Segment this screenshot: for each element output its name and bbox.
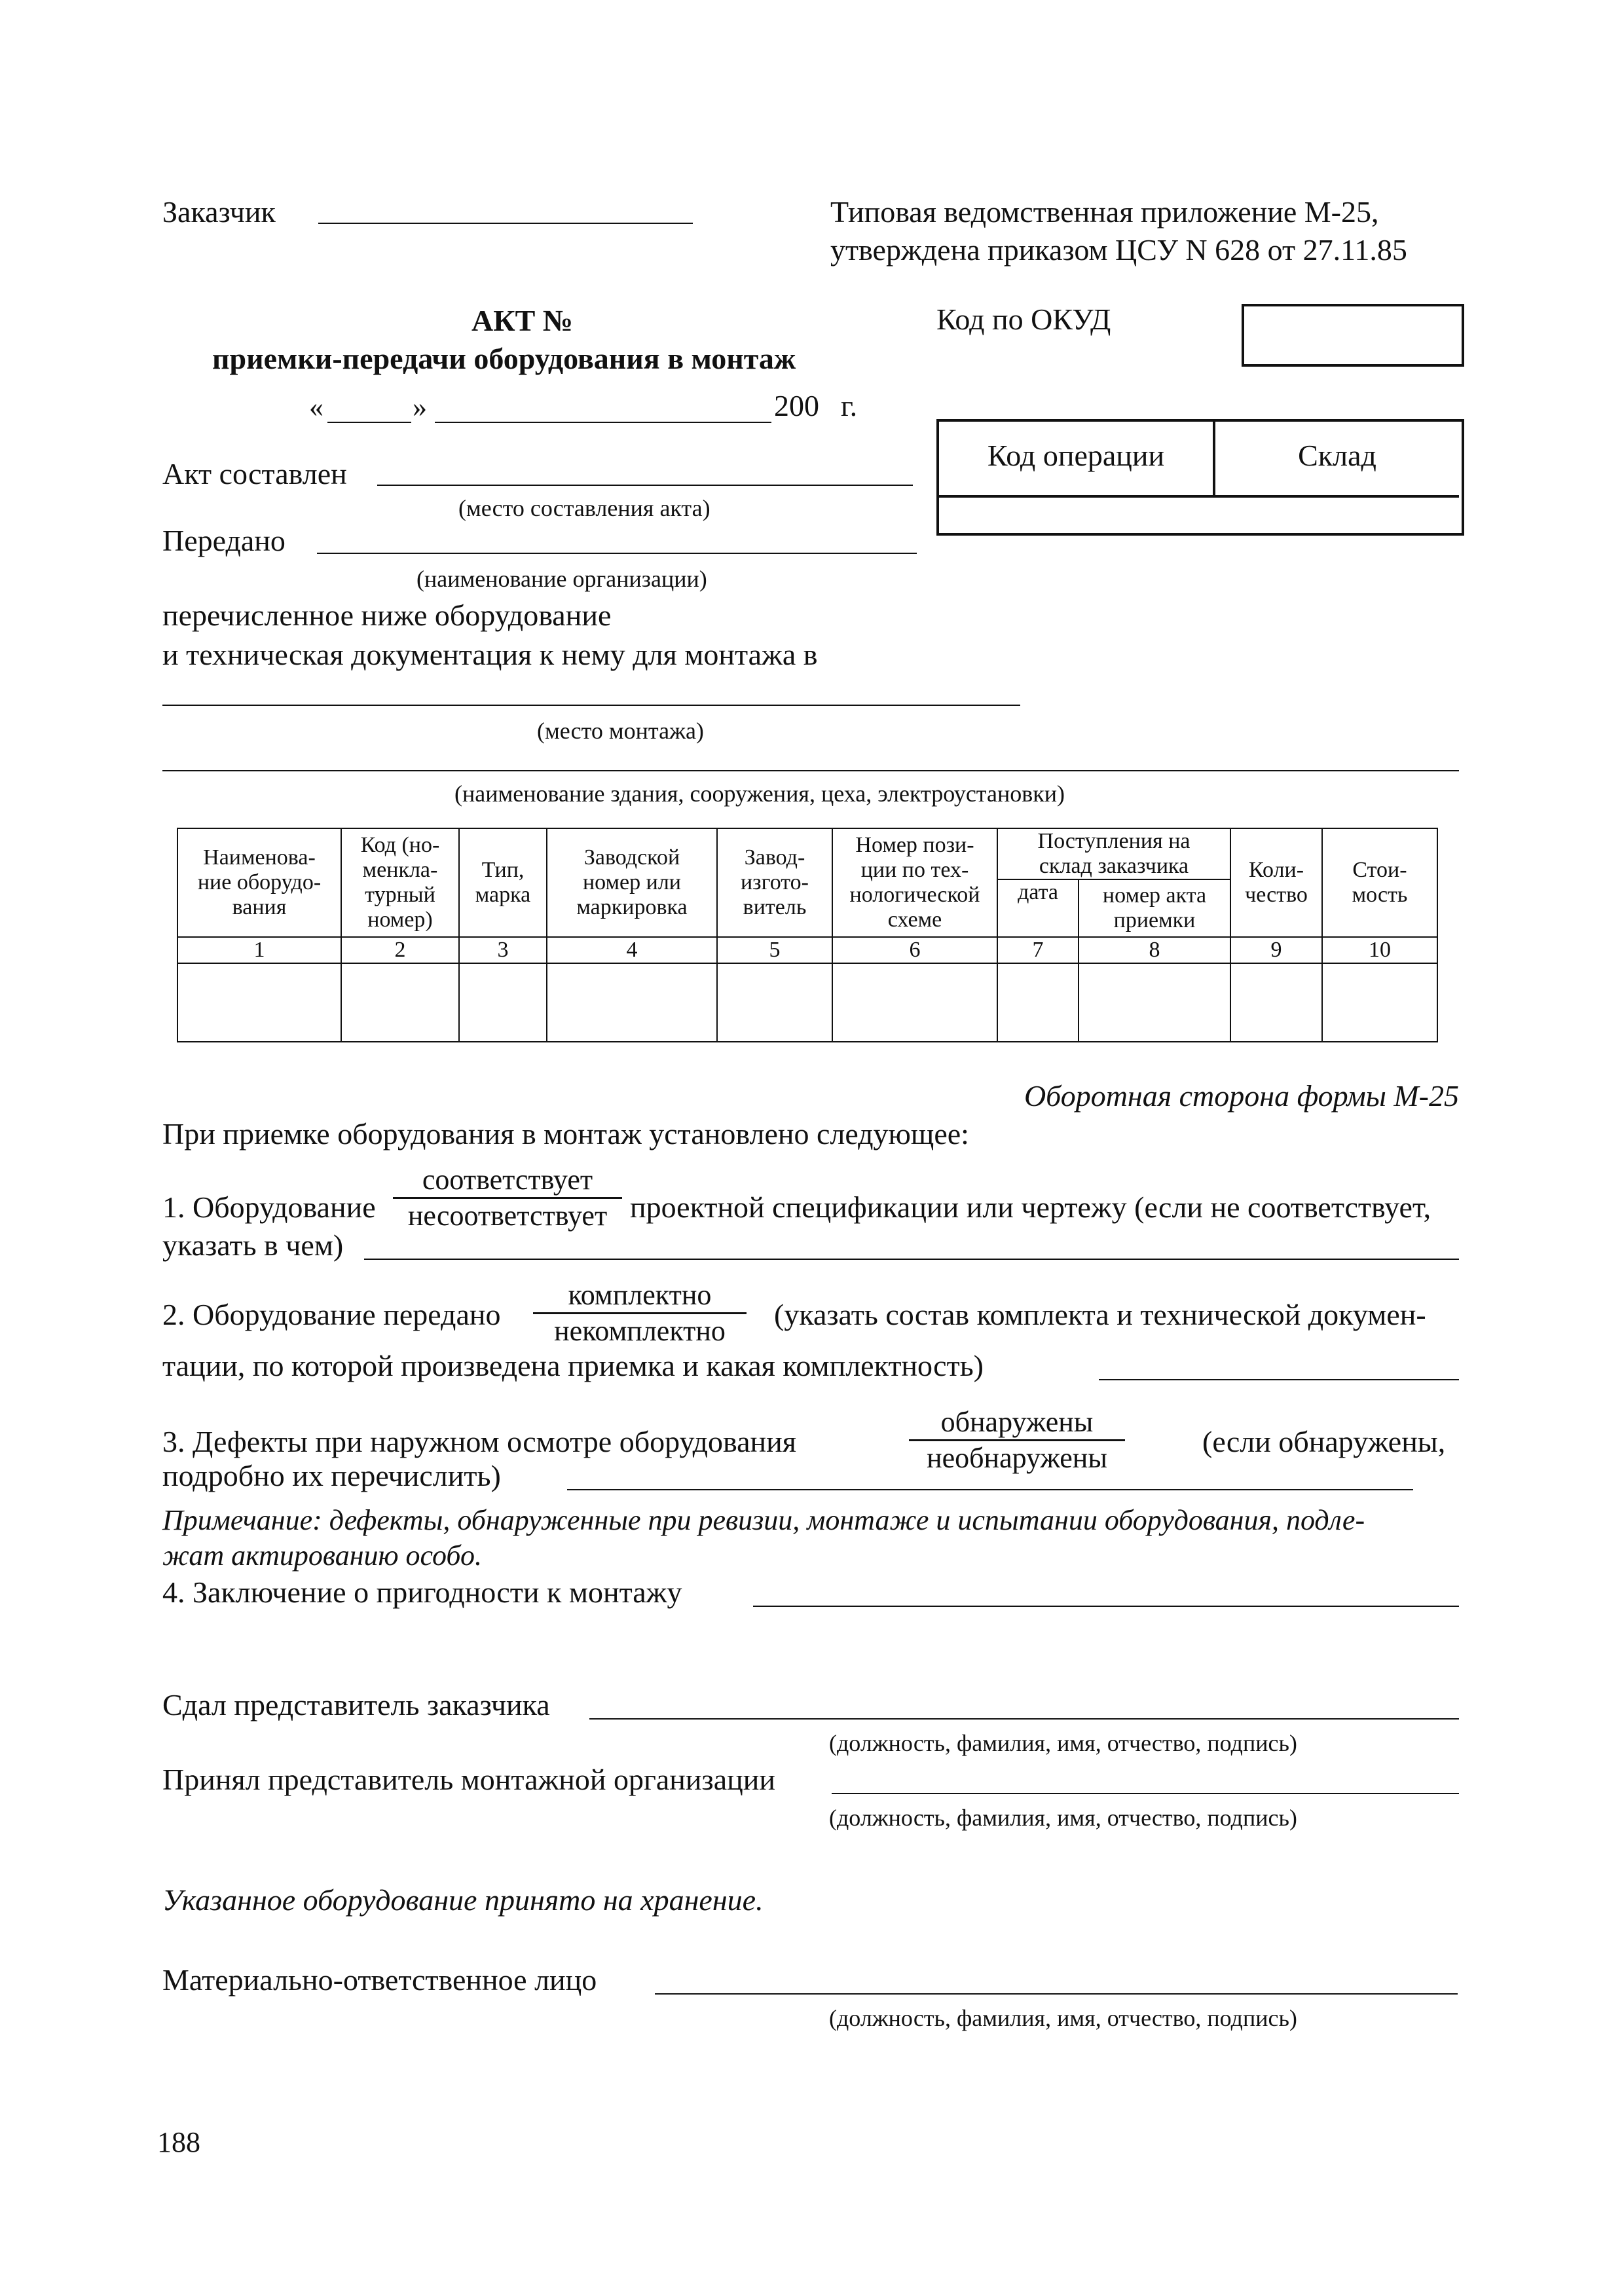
transferred-label: Передано — [162, 524, 286, 557]
col-header-serial: Заводской номер или маркировка — [547, 828, 717, 937]
mount-place-field-line[interactable] — [162, 705, 1020, 706]
col-header-code: Код (но- менкла- турный номер) — [341, 828, 459, 937]
note-line2: жат актированию особо. — [162, 1539, 482, 1572]
operation-code-label: Код операции — [987, 439, 1165, 472]
table-cell[interactable] — [997, 963, 1079, 1042]
col-number: 4 — [547, 937, 717, 963]
item2-line2: тации, по которой произведена приемка и какая комплектность) — [162, 1349, 984, 1382]
note-line1: Примечание: дефекты, обнаруженные при ревизии, монтаже и испытании оборудования, подле- — [162, 1504, 1365, 1536]
date-open-quote: « — [309, 391, 323, 423]
building-field-line[interactable] — [162, 770, 1459, 771]
responsible-sign-line[interactable] — [655, 1993, 1458, 1995]
handed-sign-hint: (должность, фамилия, имя, отчество, подпись) — [829, 1730, 1297, 1756]
table-cell[interactable] — [177, 963, 341, 1042]
reverse-intro: При приемке оборудования в монтаж установлено следующее: — [162, 1117, 969, 1150]
col-number: 9 — [1230, 937, 1322, 963]
act-made-label: Акт составлен — [162, 457, 347, 490]
table-cell[interactable] — [459, 963, 547, 1042]
table-cell[interactable] — [1230, 963, 1322, 1042]
col-header-date: дата — [997, 879, 1079, 937]
item2-option-complete[interactable]: комплектно — [533, 1278, 747, 1314]
col-number: 1 — [177, 937, 341, 963]
item2-option-incomplete[interactable]: некомплектно — [554, 1315, 726, 1347]
table-cell[interactable] — [341, 963, 459, 1042]
col-header-quantity: Коли- чество — [1230, 828, 1322, 937]
col-number: 2 — [341, 937, 459, 963]
transferred-field-line[interactable] — [317, 553, 917, 554]
date-month-line[interactable] — [435, 422, 771, 423]
col-number: 3 — [459, 937, 547, 963]
col-header-cost: Стои- мость — [1322, 828, 1437, 937]
item3-suffix: (если обнаружены, — [1202, 1425, 1446, 1458]
transferred-hint: (наименование организации) — [416, 566, 707, 592]
equipment-table — [177, 828, 1438, 1042]
item3-fraction — [909, 1405, 1125, 1475]
item3-line2: подробно их перечислить) — [162, 1459, 501, 1492]
act-made-field-line[interactable] — [377, 485, 913, 486]
table-cell[interactable] — [547, 963, 717, 1042]
act-subtitle: приемки-передачи оборудования в монтаж — [212, 342, 796, 375]
item4-field-line[interactable] — [753, 1606, 1459, 1607]
accepted-sign-line[interactable] — [832, 1793, 1459, 1794]
text-line2: и техническая документация к нему для монтажа в — [162, 638, 818, 671]
item1-suffix: проектной спецификации или чертежу (если не соответствует, — [630, 1190, 1431, 1224]
item1-fraction — [393, 1163, 622, 1233]
accepted-label: Принял представитель монтажной организации — [162, 1763, 775, 1796]
customer-field-line[interactable] — [318, 223, 693, 224]
item2-field-line[interactable] — [1099, 1379, 1459, 1380]
col-number: 10 — [1322, 937, 1437, 963]
act-made-hint: (место составления акта) — [458, 495, 710, 521]
warehouse-label: Склад — [1298, 439, 1376, 472]
col-number: 7 — [997, 937, 1079, 963]
date-close-quote: » — [413, 391, 427, 423]
col-header-act-number: номер акта приемки — [1079, 879, 1230, 937]
date-year: 200 — [774, 389, 819, 422]
handed-sign-line[interactable] — [589, 1718, 1459, 1720]
col-header-position: Номер пози- ции по тех- нологической схеме — [832, 828, 997, 937]
responsible-sign-hint: (должность, фамилия, имя, отчество, подпись) — [829, 2005, 1297, 2031]
col-number: 5 — [717, 937, 832, 963]
item1-field-line[interactable] — [364, 1259, 1459, 1260]
item2-suffix: (указать состав комплекта и технической докумен- — [774, 1298, 1426, 1331]
date-day-line[interactable] — [327, 422, 411, 423]
accepted-sign-hint: (должность, фамилия, имя, отчество, подпись) — [829, 1805, 1297, 1831]
item3-option-not-found[interactable]: необнаружены — [927, 1442, 1107, 1474]
item1-prefix: 1. Оборудование — [162, 1190, 376, 1224]
col-header-name: Наименова- ние оборудо- вания — [177, 828, 341, 937]
item3-field-line[interactable] — [567, 1489, 1413, 1490]
date-year-suffix: г. — [841, 389, 858, 422]
item2-fraction — [533, 1278, 747, 1348]
col-header-manufacturer: Завод- изгото- витель — [717, 828, 832, 937]
item2-prefix: 2. Оборудование передано — [162, 1298, 501, 1331]
operation-code-input[interactable] — [939, 498, 1213, 530]
responsible-label: Материально-ответственное лицо — [162, 1963, 597, 1997]
col-number: 8 — [1079, 937, 1230, 963]
okud-code-box[interactable] — [1242, 304, 1464, 367]
item1-option-not-conforms[interactable]: несоответствует — [407, 1200, 608, 1232]
mount-place-hint: (место монтажа) — [537, 718, 704, 744]
table-cell[interactable] — [1079, 963, 1230, 1042]
building-hint: (наименование здания, сооружения, цеха, электроустановки) — [454, 781, 1065, 807]
page-number: 188 — [157, 2126, 200, 2158]
customer-label: Заказчик — [162, 195, 276, 229]
form-note-line2: утверждена приказом ЦСУ N 628 от 27.11.85 — [830, 233, 1407, 267]
warehouse-input[interactable] — [1215, 498, 1459, 530]
item4-label: 4. Заключение о пригодности к монтажу — [162, 1575, 682, 1609]
col-header-receipts: Поступления на склад заказчика — [997, 828, 1230, 879]
table-row — [177, 963, 1437, 1042]
item1-line2: указать в чем) — [162, 1228, 344, 1262]
text-line1: перечисленное ниже оборудование — [162, 598, 612, 632]
item3-option-found[interactable]: обнаружены — [909, 1405, 1125, 1441]
item3-prefix: 3. Дефекты при наружном осмотре оборудования — [162, 1425, 796, 1458]
item1-option-conforms[interactable]: соответствует — [393, 1163, 622, 1199]
col-number: 6 — [832, 937, 997, 963]
table-cell[interactable] — [1322, 963, 1437, 1042]
reverse-caption: Оборотная сторона формы М-25 — [1024, 1079, 1459, 1113]
storage-note: Указанное оборудование принято на хранение. — [162, 1883, 764, 1917]
table-cell[interactable] — [832, 963, 997, 1042]
col-header-type: Тип, марка — [459, 828, 547, 937]
okud-label: Код по ОКУД — [936, 303, 1111, 336]
table-cell[interactable] — [717, 963, 832, 1042]
act-title: АКТ № — [471, 304, 573, 337]
handed-label: Сдал представитель заказчика — [162, 1688, 550, 1721]
form-note-line1: Типовая ведомственная приложение М-25, — [830, 195, 1379, 229]
